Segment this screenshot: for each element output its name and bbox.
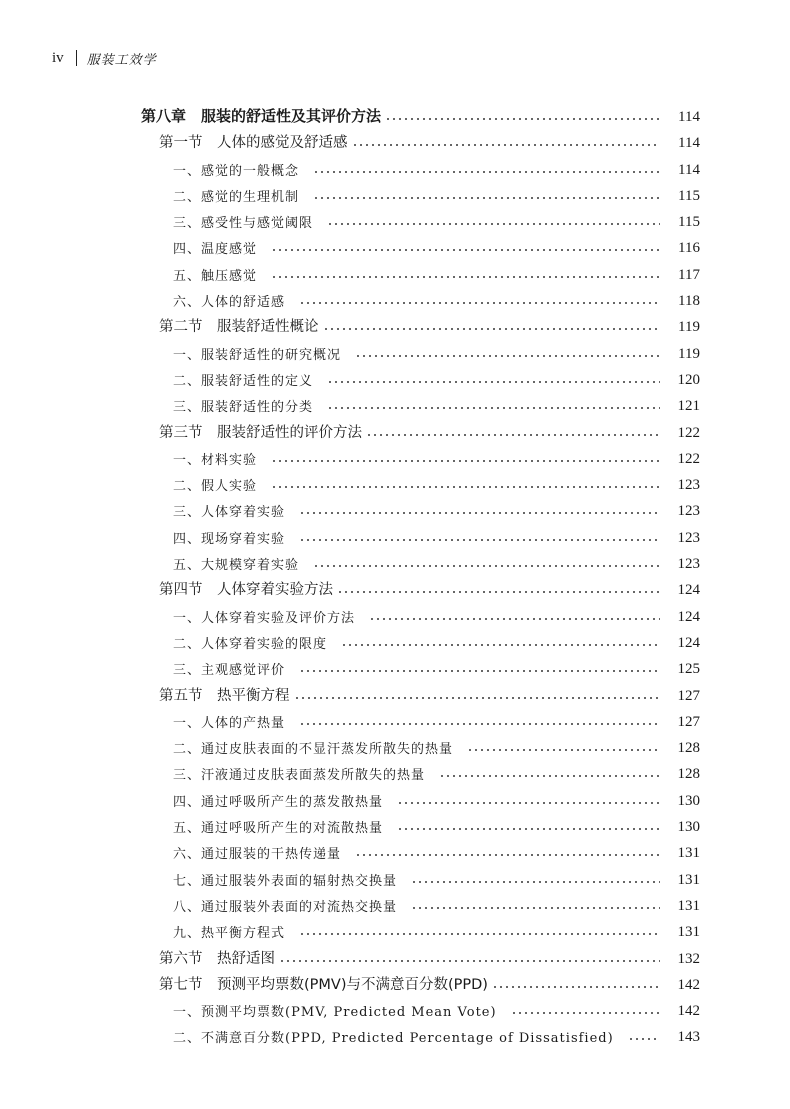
toc-item-row bbox=[141, 810, 700, 836]
toc-page-number: 116 bbox=[678, 240, 700, 257]
toc-item-row bbox=[141, 468, 700, 494]
toc-section-row bbox=[141, 573, 700, 599]
dot-leader bbox=[411, 907, 660, 909]
toc-entry-title: 六、通过服装的干热传递量 bbox=[173, 847, 342, 863]
toc-page-number: 120 bbox=[677, 371, 700, 388]
toc-item-row bbox=[141, 205, 700, 231]
toc-entry-title: 五、通过呼吸所产生的对流散热量 bbox=[173, 821, 384, 837]
toc-page-number: 131 bbox=[677, 845, 700, 862]
toc-item-row bbox=[141, 389, 700, 415]
toc-section-row bbox=[141, 968, 700, 994]
toc-entry-title: 二、人体穿着实验的限度 bbox=[173, 636, 328, 652]
toc-page-number: 132 bbox=[677, 950, 700, 967]
toc-item-row bbox=[141, 520, 700, 546]
toc-item-row bbox=[141, 336, 700, 362]
toc-entry-title: 二、不满意百分数(PPD, Predicted Percentage of Dissatisfied) bbox=[173, 1031, 614, 1047]
toc-item-row bbox=[141, 494, 700, 520]
toc-section-row bbox=[141, 415, 700, 441]
toc-page-number: 131 bbox=[677, 897, 700, 914]
dot-leader bbox=[385, 118, 660, 120]
toc-entry-title: 五、触压感觉 bbox=[173, 268, 258, 284]
dot-leader bbox=[299, 670, 660, 672]
toc-entry-title: 一、预测平均票数(PMV, Predicted Mean Vote) bbox=[173, 1005, 497, 1021]
toc-page-number: 124 bbox=[677, 634, 700, 651]
toc-page-number: 117 bbox=[678, 266, 700, 283]
dot-leader bbox=[439, 775, 660, 777]
toc-entry-title: 第六节 热舒适图 bbox=[159, 950, 275, 967]
toc-entry-title: 第四节 人体穿着实验方法 bbox=[159, 582, 333, 599]
toc-entry-title: 四、温度感觉 bbox=[173, 242, 258, 258]
dot-leader bbox=[299, 933, 660, 935]
toc-page-number: 124 bbox=[677, 582, 700, 599]
toc-entry-title: 第五节 热平衡方程 bbox=[159, 687, 290, 704]
toc-page-number: 115 bbox=[678, 214, 700, 231]
dot-leader bbox=[369, 618, 660, 620]
toc-page-number: 121 bbox=[677, 398, 700, 415]
toc-item-row bbox=[141, 626, 700, 652]
dot-leader bbox=[313, 171, 660, 173]
toc-entry-title: 一、人体的产热量 bbox=[173, 715, 286, 731]
dot-leader bbox=[397, 802, 660, 804]
dot-leader bbox=[299, 512, 660, 514]
toc-entry-title: 第八章 服装的舒适性及其评价方法 bbox=[141, 107, 382, 125]
toc-page-number: 127 bbox=[677, 687, 700, 704]
dot-leader bbox=[352, 144, 661, 146]
toc-entry-title: 第三节 服装舒适性的评价方法 bbox=[159, 424, 362, 441]
dot-leader bbox=[355, 854, 660, 856]
toc-entry-title: 九、热平衡方程式 bbox=[173, 926, 286, 942]
toc-entry-title: 五、大规模穿着实验 bbox=[173, 558, 300, 574]
dot-leader bbox=[279, 960, 660, 962]
toc-entry-title: 二、假人实验 bbox=[173, 479, 258, 495]
toc-section-row bbox=[141, 126, 700, 152]
toc-item-row bbox=[141, 836, 700, 862]
dot-leader bbox=[313, 197, 660, 199]
toc-page-number: 122 bbox=[677, 450, 700, 467]
toc-section-row bbox=[141, 678, 700, 704]
running-header bbox=[52, 48, 157, 68]
toc-entry-title: 三、汗液通过皮肤表面蒸发所散失的热量 bbox=[173, 768, 426, 784]
dot-leader bbox=[366, 434, 660, 436]
toc-page-number: 114 bbox=[678, 109, 700, 125]
book-title: 服装工效学 bbox=[86, 52, 157, 68]
toc-page-number: 127 bbox=[677, 713, 700, 730]
toc-page-number: 128 bbox=[677, 740, 700, 757]
toc-entry-title: 第二节 服装舒适性概论 bbox=[159, 319, 319, 336]
dot-leader bbox=[355, 355, 660, 357]
toc-page-number: 114 bbox=[678, 161, 700, 178]
toc-item-row bbox=[141, 757, 700, 783]
toc-page-number: 114 bbox=[678, 135, 700, 152]
toc-page-number: 131 bbox=[677, 871, 700, 888]
toc-page-number: 128 bbox=[677, 766, 700, 783]
dot-leader bbox=[313, 565, 660, 567]
toc-item-row bbox=[141, 915, 700, 941]
toc-entry-title: 四、通过呼吸所产生的蒸发散热量 bbox=[173, 794, 384, 810]
toc-item-row bbox=[141, 284, 700, 310]
toc-entry-title: 一、人体穿着实验及评价方法 bbox=[173, 610, 356, 626]
toc-page-number: 124 bbox=[677, 608, 700, 625]
toc-item-row bbox=[141, 179, 700, 205]
dot-leader bbox=[323, 328, 661, 330]
toc-item-row bbox=[141, 783, 700, 809]
toc-entry-title: 三、感受性与感觉阈限 bbox=[173, 216, 314, 232]
toc-entry-title: 七、通过服装外表面的辐射热交换量 bbox=[173, 873, 398, 889]
toc-page-number: 123 bbox=[677, 503, 700, 520]
dot-leader bbox=[271, 249, 660, 251]
toc-page-number: 123 bbox=[677, 477, 700, 494]
dot-leader bbox=[294, 697, 661, 699]
toc-page-number: 125 bbox=[677, 661, 700, 678]
toc-entry-title: 六、人体的舒适感 bbox=[173, 295, 286, 311]
toc-entry-title: 三、主观感觉评价 bbox=[173, 663, 286, 679]
dot-leader bbox=[271, 486, 660, 488]
dot-leader bbox=[411, 881, 660, 883]
toc-page-number: 142 bbox=[677, 976, 700, 993]
header-divider bbox=[76, 50, 77, 66]
toc-item-row bbox=[141, 889, 700, 915]
toc-entry-title: 四、现场穿着实验 bbox=[173, 531, 286, 547]
toc-page-number: 130 bbox=[677, 819, 700, 836]
toc-entry-title: 一、材料实验 bbox=[173, 452, 258, 468]
toc-item-row bbox=[141, 731, 700, 757]
toc-entry-title: 第一节 人体的感觉及舒适感 bbox=[159, 135, 348, 152]
toc-item-row bbox=[141, 705, 700, 731]
toc-section-row bbox=[141, 310, 700, 336]
toc-item-row bbox=[141, 152, 700, 178]
toc-entry-title: 二、感觉的生理机制 bbox=[173, 189, 300, 205]
toc-item-row bbox=[141, 547, 700, 573]
toc-item-row bbox=[141, 442, 700, 468]
toc-entry-title: 二、通过皮肤表面的不显汗蒸发所散失的热量 bbox=[173, 742, 454, 758]
dot-leader bbox=[397, 828, 660, 830]
dot-leader bbox=[299, 539, 660, 541]
toc-page-number: 130 bbox=[677, 792, 700, 809]
toc-page-number: 118 bbox=[678, 293, 700, 310]
dot-leader bbox=[467, 749, 660, 751]
toc-item-row bbox=[141, 1020, 700, 1046]
dot-leader bbox=[271, 276, 660, 278]
toc-page-number: 123 bbox=[677, 556, 700, 573]
toc-item-row bbox=[141, 231, 700, 257]
dot-leader bbox=[337, 591, 660, 593]
toc-page-number: 143 bbox=[677, 1029, 700, 1046]
table-of-contents bbox=[141, 98, 700, 1046]
dot-leader bbox=[628, 1038, 660, 1040]
toc-entry-title: 八、通过服装外表面的对流热交换量 bbox=[173, 899, 398, 915]
toc-section-row bbox=[141, 941, 700, 967]
toc-page-number: 142 bbox=[677, 1003, 700, 1020]
dot-leader bbox=[299, 723, 660, 725]
dot-leader bbox=[327, 407, 660, 409]
toc-entry-title: 三、服装舒适性的分类 bbox=[173, 400, 314, 416]
toc-entry-title: 二、服装舒适性的定义 bbox=[173, 373, 314, 389]
toc-entry-title: 一、感觉的一般概念 bbox=[173, 163, 300, 179]
toc-page-number: 123 bbox=[677, 529, 700, 546]
dot-leader bbox=[492, 986, 660, 988]
dot-leader bbox=[511, 1012, 660, 1014]
toc-entry-title: 第七节 预测平均票数(PMV)与不满意百分数(PPD) bbox=[159, 976, 488, 993]
dot-leader bbox=[341, 644, 660, 646]
toc-item-row bbox=[141, 862, 700, 888]
toc-page-number: 119 bbox=[678, 319, 700, 336]
dot-leader bbox=[327, 381, 660, 383]
toc-item-row bbox=[141, 599, 700, 625]
dot-leader bbox=[299, 302, 660, 304]
dot-leader bbox=[327, 223, 660, 225]
toc-page-number: 131 bbox=[677, 924, 700, 941]
toc-item-row bbox=[141, 652, 700, 678]
toc-chapter-row bbox=[141, 98, 700, 126]
toc-item-row bbox=[141, 994, 700, 1020]
toc-entry-title: 三、人体穿着实验 bbox=[173, 505, 286, 521]
toc-entry-title: 一、服装舒适性的研究概况 bbox=[173, 347, 342, 363]
toc-page-number: 119 bbox=[678, 345, 700, 362]
toc-item-row bbox=[141, 257, 700, 283]
toc-page-number: 122 bbox=[677, 424, 700, 441]
page-number: iv bbox=[52, 49, 64, 66]
dot-leader bbox=[271, 460, 660, 462]
toc-page-number: 115 bbox=[678, 187, 700, 204]
toc-item-row bbox=[141, 363, 700, 389]
